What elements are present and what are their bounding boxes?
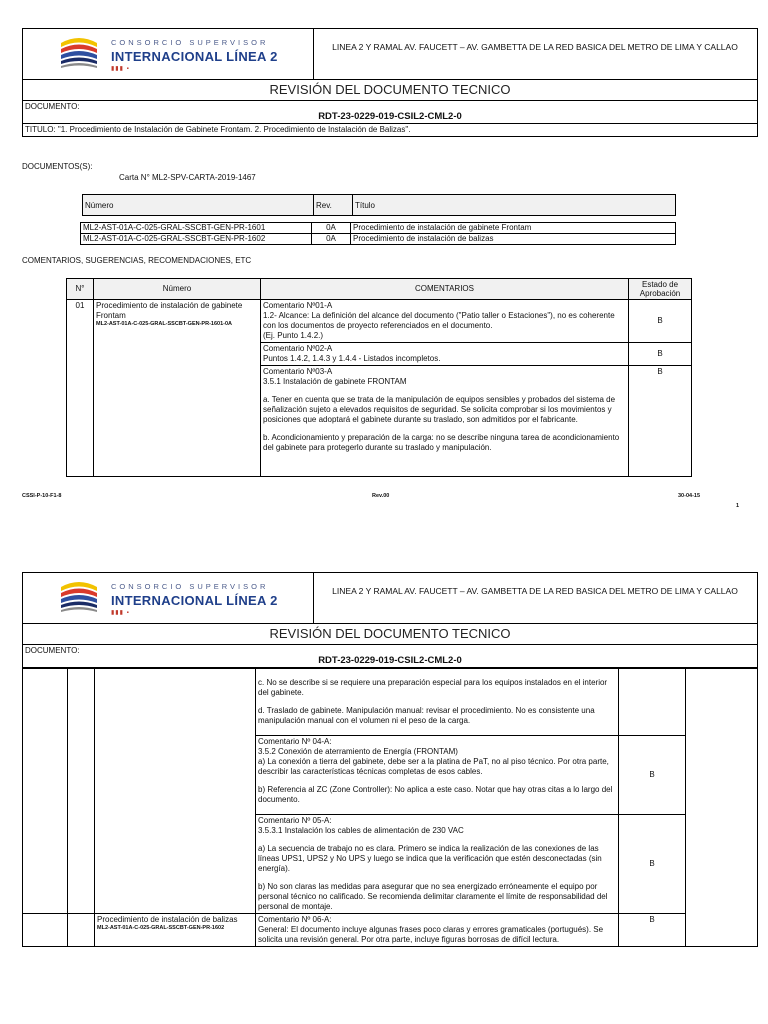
comment-2 (261, 343, 629, 366)
comment-subtitle: 3.5.2 Conexión de aterramiento de Energía (FRONTAM) (258, 747, 458, 756)
comentarios-table-continued (22, 668, 758, 947)
comment-text: a) La conexión a tierra del gabinete, debe ser a la platina de PaT, no al piso técnico. Por otra parte, describir las características técnicas completas de esos cables. (258, 757, 609, 776)
item-code: ML2-AST-01A-C-025-GRAL-SSCBT-GEN-PR-1602 (97, 925, 225, 931)
comment-text: Puntos 1.4.2, 1.4.3 y 1.4.4 - Listados incompletos. (263, 354, 441, 363)
documento-code: RDT-23-0229-019-CSIL2-CML2-0 (318, 655, 462, 666)
document-header (22, 28, 758, 80)
documentos-table (80, 222, 676, 245)
comment-3-continued (256, 669, 619, 736)
table-row (67, 300, 692, 343)
doc-titulo: Procedimiento de instalación de gabinete Frontam (351, 223, 676, 234)
revision-title: REVISIÓN DEL DOCUMENTO TECNICO (22, 624, 758, 645)
item-description (94, 300, 261, 477)
comment-text: d. Traslado de gabinete. Manipulación manual: revisar el procedimiento. No es consistente una manipulación manual con el volumen ni el peso de la carga. (258, 706, 595, 725)
documentos-label: DOCUMENTOS(S): (22, 162, 93, 171)
status-badge: B (629, 366, 692, 477)
document-titulo: TITULO: "1. Procedimiento de Instalación de Gabinete Frontam. 2. Procedimiento de Instalación de Balizas". (22, 124, 758, 137)
footer-rev: Rev.00 (372, 493, 390, 499)
comment-text: General: El documento incluye algunas frases poco claras y errores gramaticales (portugués). Se solicita una revisión general. Por otra parte, incluye figuras borrosas de difícil lectura. (258, 925, 604, 944)
logo-emblem-icon (57, 577, 101, 617)
comment-text: b) Referencia al ZC (Zone Controller): No aplica a este caso. Notar que hay otras citas a lo largo del documento. (258, 785, 613, 804)
comment-title: Comentario Nº 06-A: (258, 915, 332, 924)
table-row (23, 669, 758, 736)
logo-line-1: CONSORCIO SUPERVISOR (111, 582, 269, 591)
company-logo (23, 29, 314, 79)
comment-title: Comentario Nº01-A (263, 301, 333, 310)
carta-number: Carta N° ML2-SPV-CARTA-2019-1467 (119, 173, 256, 182)
item-title: Procedimiento de instalación de balizas (97, 915, 238, 924)
doc-rev: 0A (312, 223, 351, 234)
documento-row (22, 101, 758, 124)
item-2-description (95, 914, 256, 947)
logo-line-2: INTERNACIONAL LÍNEA 2 (111, 49, 278, 64)
page-1 (22, 28, 758, 452)
comment-title: Comentario Nº02-A (263, 344, 333, 353)
footer-form: CSSI-P-10-F1-8 (22, 493, 62, 499)
comment-1 (261, 300, 629, 343)
status-badge: B (619, 914, 686, 947)
comment-title: Comentario Nº 04-A: (258, 737, 332, 746)
project-title: LINEA 2 Y RAMAL AV. FAUCETT – AV. GAMBETTA DE LA RED BASICA DEL METRO DE LIMA Y CALLAO (332, 42, 738, 52)
doc-rev: 0A (312, 234, 351, 245)
doc-titulo: Procedimiento de instalación de balizas (351, 234, 676, 245)
status-badge: B (619, 736, 686, 815)
comment-example: (Ej. Punto 1.4.2.) (263, 331, 324, 340)
project-title: LINEA 2 Y RAMAL AV. FAUCETT – AV. GAMBETTA DE LA RED BASICA DEL METRO DE LIMA Y CALLAO (332, 586, 738, 596)
comment-subtitle: 3.5.1 Instalación de gabinete FRONTAM (263, 377, 407, 386)
comment-title: Comentario Nº 05-A: (258, 816, 332, 825)
documentos-header-table (82, 194, 676, 216)
comment-title: Comentario Nº03-A (263, 367, 333, 376)
doc-numero: ML2-AST-01A-C-025-GRAL-SSCBT-GEN-PR-1602 (81, 234, 312, 245)
document-header (22, 572, 758, 624)
col-estado: Estado de Aprobación (629, 279, 692, 300)
documento-label: DOCUMENTO: (25, 646, 80, 655)
footer-date: 30-04-15 (678, 493, 701, 499)
comentarios-label: COMENTARIOS, SUGERENCIAS, RECOMENDACIONES, ETC (22, 256, 252, 265)
comment-text: 1.2- Alcance: La definición del alcance del documento ("Patio taller o Estaciones"), no es coherente con los documentos de proyecto referenciados en el documento. (263, 311, 615, 330)
status-badge: B (619, 815, 686, 914)
item-code: ML2-AST-01A-C-025-GRAL-SSCBT-GEN-PR-1601-0A (96, 321, 232, 327)
status-badge: B (629, 343, 692, 366)
table-row (81, 234, 676, 245)
table-row (81, 223, 676, 234)
item-number: 01 (67, 300, 94, 477)
logo-line-2: INTERNACIONAL LÍNEA 2 (111, 593, 278, 608)
comment-text: a. Tener en cuenta que se trata de la manipulación de equipos sensibles y probados del sistema de señalización sujeto a elevados requisitos de seguridad. Se solicita comprobar si los movimientos y posiciones que adoptará el gabinete durante su traslado, son admitidos por el fabricante. (263, 395, 616, 424)
col-numero-c: Número (94, 279, 261, 300)
comment-text: b. Acondicionamiento y preparación de la carga: no se describe ninguna tarea de acondicionamiento del gabinete para protegerlo durante su traslado y manipulación. (263, 433, 620, 452)
logo-flags: ▮▮▮ ▪ (111, 610, 130, 616)
doc-numero: ML2-AST-01A-C-025-GRAL-SSCBT-GEN-PR-1601 (81, 223, 312, 234)
revision-title: REVISIÓN DEL DOCUMENTO TECNICO (22, 80, 758, 101)
logo-line-1: CONSORCIO SUPERVISOR (111, 38, 269, 47)
documento-row (22, 645, 758, 668)
table-row (23, 914, 758, 947)
comment-text: c. No se describe si se requiere una preparación especial para los equipos instalados en el interior del gabinete. (258, 678, 608, 697)
logo-emblem-icon (57, 33, 101, 73)
item-title: Procedimiento de instalación de gabinete Frontam (96, 301, 243, 320)
comment-text: a) La secuencia de trabajo no es clara. Primero se indica la realización de las conexiones de las líneas UPS1, UPS2 y No UPS y luego se indica que la verificación que estén desconectadas (sin energía). (258, 844, 602, 873)
col-numero: Número (83, 195, 314, 216)
company-logo (23, 573, 314, 623)
comentarios-table (66, 278, 692, 477)
page-number: 1 (736, 503, 740, 509)
documento-code: RDT-23-0229-019-CSIL2-CML2-0 (318, 111, 462, 122)
col-comentarios: COMENTARIOS (261, 279, 629, 300)
comment-subtitle: 3.5.3.1 Instalación los cables de alimentación de 230 VAC (258, 826, 464, 835)
comment-text: b) No son claras las medidas para asegurar que no sea energizado erróneamente el equipo por personal técnico no calificado. Se recomienda delimitar claramente el límite de responsabilidad del personal de montaje. (258, 882, 608, 911)
col-titulo: Título (353, 195, 676, 216)
comment-5 (256, 815, 619, 914)
col-n: N° (67, 279, 94, 300)
col-rev: Rev. (314, 195, 353, 216)
comment-4 (256, 736, 619, 815)
status-badge: B (629, 300, 692, 343)
documento-label: DOCUMENTO: (25, 102, 80, 111)
page-2 (22, 572, 758, 947)
comment-3 (261, 366, 629, 477)
logo-flags: ▮▮▮ ▪ (111, 66, 130, 72)
comment-6 (256, 914, 619, 947)
